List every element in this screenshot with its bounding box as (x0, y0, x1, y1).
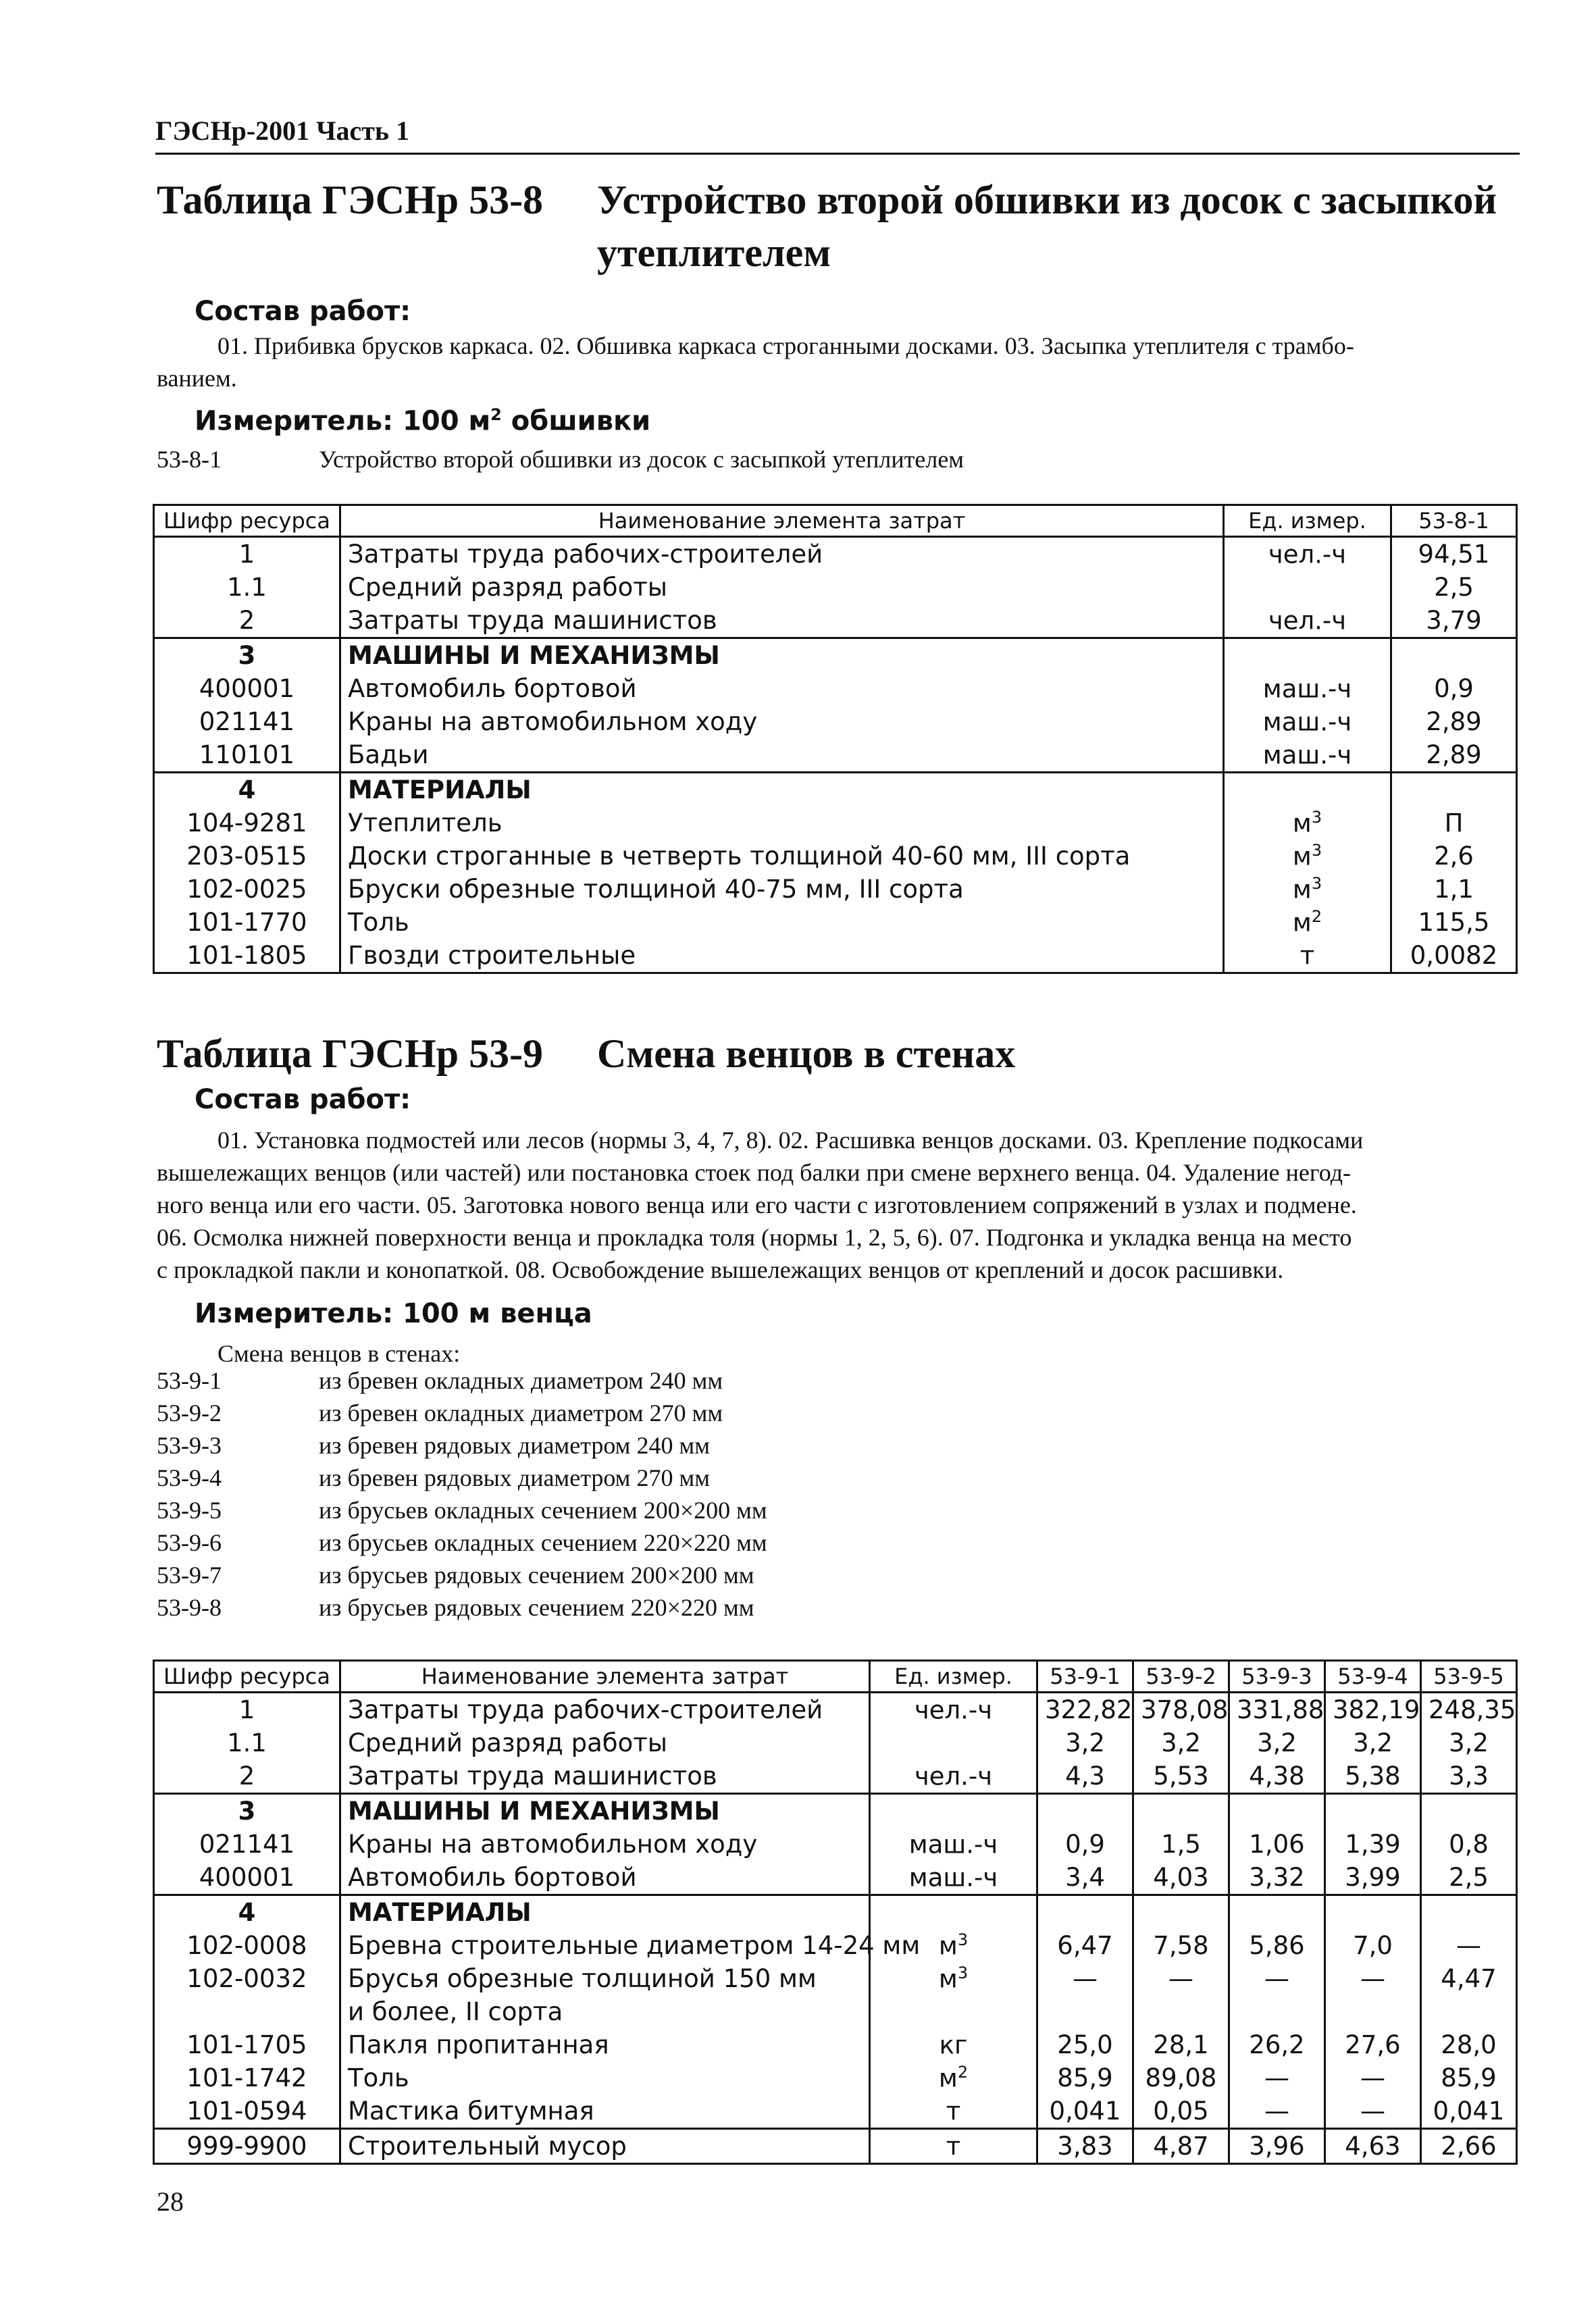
cell-unit: маш.-ч (870, 1828, 1037, 1861)
running-header: ГЭСНр-2001 Часть 1 (155, 115, 410, 146)
norm-description: из бревен окладных диаметром 240 мм (319, 1367, 723, 1394)
cell-value: 3,99 (1325, 1861, 1421, 1895)
table-row (154, 638, 1517, 673)
norm-code: 53-9-5 (157, 1497, 222, 1524)
composition-text-2-line5: с прокладкой пакли и конопаткой. 08. Освобождение вышележащих венцов от креплений и досок расшивки. (157, 1256, 1284, 1283)
cell-value (1325, 1895, 1421, 1930)
table-row (154, 604, 1517, 638)
cell-name: Автомобиль бортовой (340, 672, 1224, 705)
cell-unit (870, 1794, 1037, 1828)
cell-value: 2,6 (1391, 840, 1517, 873)
norm-code: 53-8-1 (157, 446, 222, 473)
cell-unit: чел.-ч (1224, 604, 1391, 638)
col-header-code: Шифр ресурса (154, 1661, 340, 1693)
cell-value: 2,89 (1391, 738, 1517, 773)
cell-value: 0,05 (1133, 2094, 1229, 2129)
cell-value: 3,2 (1421, 1726, 1517, 1759)
cell-value: 94,51 (1391, 537, 1517, 571)
cell-unit: т (1224, 939, 1391, 973)
cell-code: 104-9281 (154, 806, 340, 840)
table-row (154, 738, 1517, 773)
table-row (154, 537, 1517, 571)
composition-text-2-line2: вышележащих венцов (или частей) или постановка стоек под балки при смене верхнего венца. 04. Удаление негод- (157, 1159, 1352, 1186)
table-53-8-title-line1: Устройство второй обшивки из досок с засыпкой (597, 178, 1497, 222)
cell-value (1229, 1995, 1325, 2028)
cell-unit: $м^3$ (1224, 873, 1391, 906)
col-header-unit: Ед. измер. (870, 1661, 1037, 1693)
cell-value: 3,2 (1229, 1726, 1325, 1759)
cell-code: 203-0515 (154, 840, 340, 873)
cell-name: Толь (340, 906, 1224, 939)
table-row (154, 939, 1517, 973)
cell-code: 1 (154, 1693, 340, 1727)
cell-value: 2,89 (1391, 705, 1517, 738)
cell-name: Строительный мусор (340, 2129, 870, 2164)
cell-unit: чел.-ч (1224, 537, 1391, 571)
cell-name: Затраты труда рабочих-строителей (340, 537, 1224, 571)
norm-description: из бревен окладных диаметром 270 мм (319, 1399, 723, 1426)
cell-code: 102-0025 (154, 873, 340, 906)
cell-value: 4,03 (1133, 1861, 1229, 1895)
cell-unit: маш.-ч (1224, 705, 1391, 738)
table-header-row (154, 1661, 1517, 1693)
table-row (154, 1726, 1517, 1759)
col-header-value: 53-9-2 (1133, 1661, 1229, 1693)
table-row (154, 672, 1517, 705)
table-row (154, 571, 1517, 604)
cell-code (154, 1995, 340, 2028)
cell-code: 102-0032 (154, 1962, 340, 1995)
cell-code: 1 (154, 537, 340, 571)
composition-text-2-line3: ного венца или его части. 05. Заготовка нового венца или его части с изготовлением сопряжений в узлах и подмене. (157, 1191, 1357, 1218)
cell-code: 3 (154, 1794, 340, 1828)
cell-value (1037, 1794, 1133, 1828)
cell-name: Толь (340, 2061, 870, 2094)
norm-code: 53-9-4 (157, 1464, 222, 1491)
cell-code: 101-1742 (154, 2061, 340, 2094)
table-row (154, 1929, 1517, 1962)
cell-unit (870, 1995, 1037, 2028)
cell-unit (1224, 638, 1391, 673)
table-row (154, 840, 1517, 873)
cell-name: Бревна строительные диаметром 14-24 мм (340, 1929, 870, 1962)
cell-code: 2 (154, 1759, 340, 1794)
cell-value: — (1229, 2061, 1325, 2094)
cell-value: 89,08 (1133, 2061, 1229, 2094)
cell-code: 102-0008 (154, 1929, 340, 1962)
cell-name: Бруски обрезные толщиной 40-75 мм, III сорта (340, 873, 1224, 906)
cell-code: 999-9900 (154, 2129, 340, 2164)
table-53-9-title: Смена венцов в стенах (597, 1031, 1016, 1076)
table-row (154, 2028, 1517, 2061)
table-row (154, 906, 1517, 939)
norm-description: из брусьев рядовых сечением 200×200 мм (319, 1562, 754, 1589)
cell-value (1037, 1995, 1133, 2028)
cell-value: — (1037, 1962, 1133, 1995)
norm-code: 53-9-2 (157, 1399, 222, 1426)
table-row (154, 1962, 1517, 1995)
cell-value (1421, 1794, 1517, 1828)
cell-value: 4,63 (1325, 2129, 1421, 2164)
cell-value: — (1133, 1962, 1229, 1995)
cell-value: 5,38 (1325, 1759, 1421, 1794)
meter-sup: 2 (490, 405, 502, 424)
cell-value: 85,9 (1421, 2061, 1517, 2094)
col-header-value: 53-9-4 (1325, 1661, 1421, 1693)
cell-value: 0,8 (1421, 1828, 1517, 1861)
cell-value: — (1325, 2061, 1421, 2094)
cell-unit: $м^2$ (1224, 906, 1391, 939)
cell-unit: т (870, 2094, 1037, 2129)
table-row (154, 2061, 1517, 2094)
col-header-value: 53-9-1 (1037, 1661, 1133, 1693)
norm-list-title: Смена венцов в стенах: (217, 1340, 461, 1367)
cell-value: 3,2 (1325, 1726, 1421, 1759)
cell-unit (1224, 571, 1391, 604)
table-53-9-label: Таблица ГЭСНр 53-9 (157, 1031, 544, 1076)
composition-text-line1: 01. Прибивка брусков каркаса. 02. Обшивка каркаса строганными досками. 03. Засыпка утеплителя с трамбо- (217, 332, 1354, 359)
cell-value (1229, 1895, 1325, 1930)
cell-value: 85,9 (1037, 2061, 1133, 2094)
cell-value: 331,88 (1229, 1693, 1325, 1727)
cell-value: 5,53 (1133, 1759, 1229, 1794)
table-row (154, 1861, 1517, 1895)
cell-value (1391, 638, 1517, 673)
cell-value: 6,47 (1037, 1929, 1133, 1962)
meter-line (195, 405, 650, 436)
table-53-8 (153, 504, 1518, 974)
cell-code: 400001 (154, 1861, 340, 1895)
cell-value (1133, 1995, 1229, 2028)
table-row (154, 2129, 1517, 2164)
cell-value (1421, 1895, 1517, 1930)
table-row (154, 873, 1517, 906)
table-header-row (154, 505, 1517, 537)
cell-name: МАТЕРИАЛЫ (340, 1895, 870, 1930)
cell-name: Средний разряд работы (340, 1726, 870, 1759)
cell-name: Краны на автомобильном ходу (340, 1828, 870, 1861)
cell-code: 110101 (154, 738, 340, 773)
cell-name: МАТЕРИАЛЫ (340, 773, 1224, 807)
cell-name: МАШИНЫ И МЕХАНИЗМЫ (340, 1794, 870, 1828)
cell-value: — (1229, 2094, 1325, 2129)
cell-name: Затраты труда рабочих-строителей (340, 1693, 870, 1727)
cell-unit: маш.-ч (870, 1861, 1037, 1895)
norm-code: 53-9-6 (157, 1529, 222, 1556)
cell-name: Утеплитель (340, 806, 1224, 840)
cell-value (1037, 1895, 1133, 1930)
cell-value: 382,19 (1325, 1693, 1421, 1727)
cell-value: 3,2 (1037, 1726, 1133, 1759)
cell-name: Гвозди строительные (340, 939, 1224, 973)
table-53-8-label: Таблица ГЭСНр 53-8 (157, 178, 544, 222)
cell-value: 0,0082 (1391, 939, 1517, 973)
col-header-unit: Ед. измер. (1224, 505, 1391, 537)
norm-description: из бревен рядовых диаметром 270 мм (319, 1464, 711, 1491)
table-row (154, 1828, 1517, 1861)
page-number: 28 (157, 2186, 184, 2217)
table-row (154, 1995, 1517, 2028)
cell-value (1421, 1995, 1517, 2028)
table-row (154, 705, 1517, 738)
cell-value: 0,041 (1037, 2094, 1133, 2129)
col-header-value: 53-8-1 (1391, 505, 1517, 537)
norm-code: 53-9-1 (157, 1367, 222, 1394)
cell-unit: кг (870, 2028, 1037, 2061)
cell-value: — (1325, 1962, 1421, 1995)
cell-value: — (1229, 1962, 1325, 1995)
cell-unit: $м^2$ (870, 2061, 1037, 2094)
table-row (154, 1794, 1517, 1828)
cell-value: 3,3 (1421, 1759, 1517, 1794)
cell-code: 2 (154, 604, 340, 638)
norm-description: из брусьев окладных сечением 220×220 мм (319, 1529, 767, 1556)
cell-value: 3,96 (1229, 2129, 1325, 2164)
cell-value: 4,87 (1133, 2129, 1229, 2164)
cell-unit: чел.-ч (870, 1693, 1037, 1727)
composition-text-line2: ванием. (157, 365, 237, 392)
cell-value (1391, 773, 1517, 807)
cell-unit: $м^3$ (870, 1962, 1037, 1995)
cell-value: 378,08 (1133, 1693, 1229, 1727)
cell-name: МАШИНЫ И МЕХАНИЗМЫ (340, 638, 1224, 673)
cell-name: Мастика битумная (340, 2094, 870, 2129)
cell-value: 28,1 (1133, 2028, 1229, 2061)
cell-code: 101-0594 (154, 2094, 340, 2129)
meter-prefix: Измеритель: 100 м (195, 405, 491, 437)
cell-unit (870, 1726, 1037, 1759)
norm-description: из брусьев рядовых сечением 220×220 мм (319, 1594, 754, 1621)
cell-value: 3,2 (1133, 1726, 1229, 1759)
cell-code: 101-1805 (154, 939, 340, 973)
table-53-9 (153, 1660, 1518, 2165)
cell-code: 1.1 (154, 1726, 340, 1759)
col-header-code: Шифр ресурса (154, 505, 340, 537)
composition-text-2-line4: 06. Осмолка нижней поверхности венца и прокладка толя (нормы 1, 2, 5, 6). 07. Подгонка и укладка венца на место (157, 1224, 1352, 1251)
cell-code: 101-1705 (154, 2028, 340, 2061)
table-row (154, 1759, 1517, 1794)
norm-description: из брусьев окладных сечением 200×200 мм (319, 1497, 767, 1524)
cell-name: Затраты труда машинистов (340, 1759, 870, 1794)
cell-value: 0,041 (1421, 2094, 1517, 2129)
norm-description: из бревен рядовых диаметром 240 мм (319, 1432, 711, 1459)
norm-code: 53-9-7 (157, 1562, 222, 1589)
cell-unit: $м^3$ (1224, 806, 1391, 840)
cell-code: 101-1770 (154, 906, 340, 939)
col-header-value: 53-9-5 (1421, 1661, 1517, 1693)
norm-code: 53-9-3 (157, 1432, 222, 1459)
col-header-name: Наименование элемента затрат (340, 505, 1224, 537)
cell-name: Автомобиль бортовой (340, 1861, 870, 1895)
composition-text-2-line1: 01. Установка подмостей или лесов (нормы 3, 4, 7, 8). 02. Расшивка венцов досками. 03. Крепление подкосами (217, 1127, 1364, 1154)
cell-value: 25,0 (1037, 2028, 1133, 2061)
cell-value: 0,9 (1391, 672, 1517, 705)
header-rule (155, 153, 1520, 155)
cell-value: — (1421, 1929, 1517, 1962)
cell-value: 27,6 (1325, 2028, 1421, 2061)
meter-suffix: обшивки (501, 405, 651, 437)
table-53-8-title-line2: утеплителем (597, 230, 831, 275)
cell-name: Бадьи (340, 738, 1224, 773)
cell-value: 322,82 (1037, 1693, 1133, 1727)
norm-code: 53-9-8 (157, 1594, 222, 1621)
cell-code: 4 (154, 773, 340, 807)
cell-code: 021141 (154, 705, 340, 738)
cell-unit: $м^3$ (1224, 840, 1391, 873)
cell-code: 400001 (154, 672, 340, 705)
norm-description: Устройство второй обшивки из досок с засыпкой утеплителем (319, 446, 964, 473)
cell-value: П (1391, 806, 1517, 840)
cell-value: 4,3 (1037, 1759, 1133, 1794)
cell-value: 2,5 (1421, 1861, 1517, 1895)
cell-value: 1,06 (1229, 1828, 1325, 1861)
cell-value: 0,9 (1037, 1828, 1133, 1861)
cell-name: Брусья обрезные толщиной 150 мм (340, 1962, 870, 1995)
table-row (154, 2094, 1517, 2129)
cell-value: 3,32 (1229, 1861, 1325, 1895)
composition-heading-2: Состав работ: (195, 1084, 411, 1115)
cell-unit (870, 1895, 1037, 1930)
cell-unit: чел.-ч (870, 1759, 1037, 1794)
cell-unit: маш.-ч (1224, 738, 1391, 773)
cell-value: 1,39 (1325, 1828, 1421, 1861)
cell-value: 26,2 (1229, 2028, 1325, 2061)
table-row (154, 1895, 1517, 1930)
cell-value (1325, 1995, 1421, 2028)
table-row (154, 1693, 1517, 1727)
cell-value: — (1325, 2094, 1421, 2129)
cell-value: 7,58 (1133, 1929, 1229, 1962)
table-row (154, 806, 1517, 840)
cell-value: 3,79 (1391, 604, 1517, 638)
cell-unit: $м^3$ (870, 1929, 1037, 1962)
cell-value (1133, 1895, 1229, 1930)
cell-value: 248,35 (1421, 1693, 1517, 1727)
cell-value: 2,66 (1421, 2129, 1517, 2164)
col-header-name: Наименование элемента затрат (340, 1661, 870, 1693)
cell-value (1229, 1794, 1325, 1828)
cell-unit (1224, 773, 1391, 807)
meter-line-2: Измеритель: 100 м венца (195, 1298, 592, 1329)
cell-name: Краны на автомобильном ходу (340, 705, 1224, 738)
cell-code: 4 (154, 1895, 340, 1930)
cell-name: Доски строганные в четверть толщиной 40-60 мм, III сорта (340, 840, 1224, 873)
cell-code: 021141 (154, 1828, 340, 1861)
cell-name: Затраты труда машинистов (340, 604, 1224, 638)
table-row (154, 773, 1517, 807)
cell-name: Средний разряд работы (340, 571, 1224, 604)
composition-heading: Состав работ: (195, 296, 411, 327)
cell-value: 4,38 (1229, 1759, 1325, 1794)
cell-value: 28,0 (1421, 2028, 1517, 2061)
cell-value: 3,4 (1037, 1861, 1133, 1895)
cell-value: 5,86 (1229, 1929, 1325, 1962)
cell-value: 7,0 (1325, 1929, 1421, 1962)
cell-value: 1,5 (1133, 1828, 1229, 1861)
cell-code: 1.1 (154, 571, 340, 604)
cell-code: 3 (154, 638, 340, 673)
cell-value: 1,1 (1391, 873, 1517, 906)
cell-value (1133, 1794, 1229, 1828)
cell-value: 4,47 (1421, 1962, 1517, 1995)
col-header-value: 53-9-3 (1229, 1661, 1325, 1693)
cell-value: 115,5 (1391, 906, 1517, 939)
cell-value (1325, 1794, 1421, 1828)
cell-name: и более, II сорта (340, 1995, 870, 2028)
cell-value: 2,5 (1391, 571, 1517, 604)
cell-unit: т (870, 2129, 1037, 2164)
cell-unit: маш.-ч (1224, 672, 1391, 705)
cell-name: Пакля пропитанная (340, 2028, 870, 2061)
cell-value: 3,83 (1037, 2129, 1133, 2164)
